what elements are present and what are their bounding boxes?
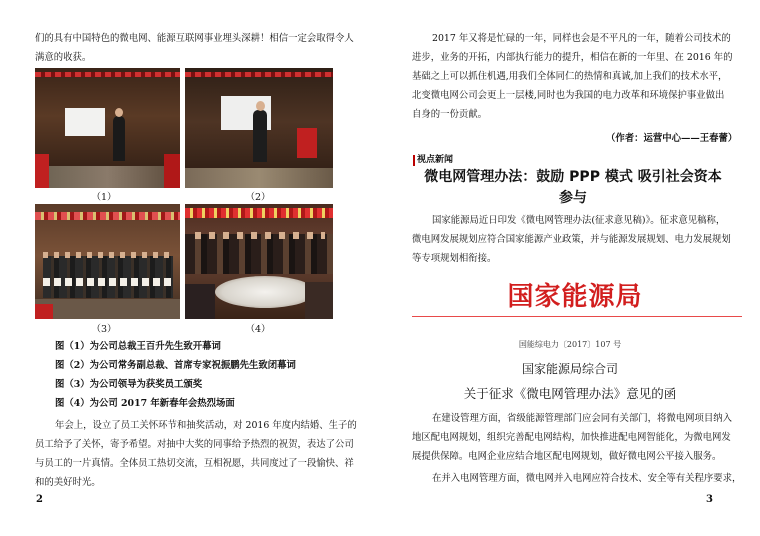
photo-award-ceremony (35, 204, 180, 319)
right-page (380, 0, 760, 536)
photo-caption-1: （1） (91, 192, 117, 203)
red-divider (412, 316, 742, 317)
headline-line-1: 微电网管理办法：鼓励 PPP 模式 吸引社会资本 (424, 169, 722, 185)
intro-line-1: 们的具有中国特色的微电网、能源互联网事业埋头深耕！相信一定会取得令人 (35, 33, 354, 44)
photo-speech-closing (185, 68, 333, 188)
photo-new-year-party (185, 204, 333, 319)
figure-note-1: 图（1）为公司总裁王百升先生致开幕词 (55, 341, 221, 352)
photo-caption-4: （4） (245, 324, 271, 335)
closing-line-2: 进步，业务的开拓，内部执行能力的提升，相信在新的一年里、在 2016 年的 (412, 52, 733, 63)
doc-line-1: 在建设管理方面，省级能源管理部门应会同有关部门，将微电网项目纳入 (432, 413, 733, 424)
nea-logo: 国家能源局 (507, 282, 643, 312)
author-credit: （作者：运营中心——王春蕾） (606, 133, 738, 144)
page-number-left: 2 (36, 494, 43, 505)
headline-line-2: 参与 (559, 190, 587, 206)
body-line-4: 和的美好时光。 (35, 477, 101, 488)
figure-note-4: 图（4）为公司 2017 年新春年会热烈场面 (55, 398, 235, 409)
figure-note-2: 图（2）为公司常务副总裁、首席专家祝振鹏先生致闭幕词 (55, 360, 296, 371)
news-line-2: 微电网发展规划应符合国家能源产业政策，并与能源发展规划、电力发展规划 (412, 234, 731, 245)
document-title: 关于征求《微电网管理办法》意见的函 (463, 386, 677, 401)
doc-line-3: 展提供保障。电网企业应结合地区配电网规划，做好微电网公平接入服务。 (412, 451, 722, 462)
document-number: 国能综电力〔2017〕107 号 (518, 340, 622, 349)
figure-note-3: 图（3）为公司领导为获奖员工颁奖 (55, 379, 203, 390)
closing-line-4: 北变微电网公司会更上一层楼,同时也为我国的电力改革和环境保护事业做出 (412, 90, 725, 101)
section-tag: 视点新闻 (413, 155, 453, 166)
news-line-3: 等专项规划相衔接。 (412, 253, 497, 264)
document-issuer: 国家能源局综合司 (521, 362, 618, 376)
closing-line-5: 自身的一份贡献。 (412, 109, 488, 120)
photo-caption-3: （3） (91, 324, 117, 335)
doc-line-2: 地区配电网规划，组织完善配电网结构，加快推进配电网智能化，为微电网发 (412, 432, 731, 443)
intro-line-2: 满意的收获。 (35, 52, 92, 63)
closing-line-1: 2017 年又将是忙碌的一年，同样也会是不平凡的一年，随着公司技术的 (432, 33, 731, 44)
news-line-1: 国家能源局近日印发《微电网管理办法(征求意见稿)》。征求意见稿称， (432, 215, 726, 226)
photo-speech-opening (35, 68, 180, 188)
body-line-2: 员工给予了关怀，寄予希望。对抽中大奖的同事给予热烈的祝贺，表达了公司 (35, 439, 354, 450)
body-line-3: 与员工的一片真情。全体员工热切交流，互相祝愿，共同度过了一段愉快、祥 (35, 458, 354, 469)
page-number-right: 3 (706, 494, 713, 505)
photo-caption-2: （2） (245, 192, 271, 203)
body-line-1: 年会上，设立了员工关怀环节和抽奖活动，对 2016 年度内结婚、生子的 (55, 420, 357, 431)
closing-line-3: 基础之上可以抓住机遇,用我们全体同仁的热情和真诚,加上我们的技术水平， (412, 71, 728, 82)
doc-line-4: 在并入电网管理方面，微电网并入电网应符合技术、安全等有关程序要求， (432, 473, 742, 484)
